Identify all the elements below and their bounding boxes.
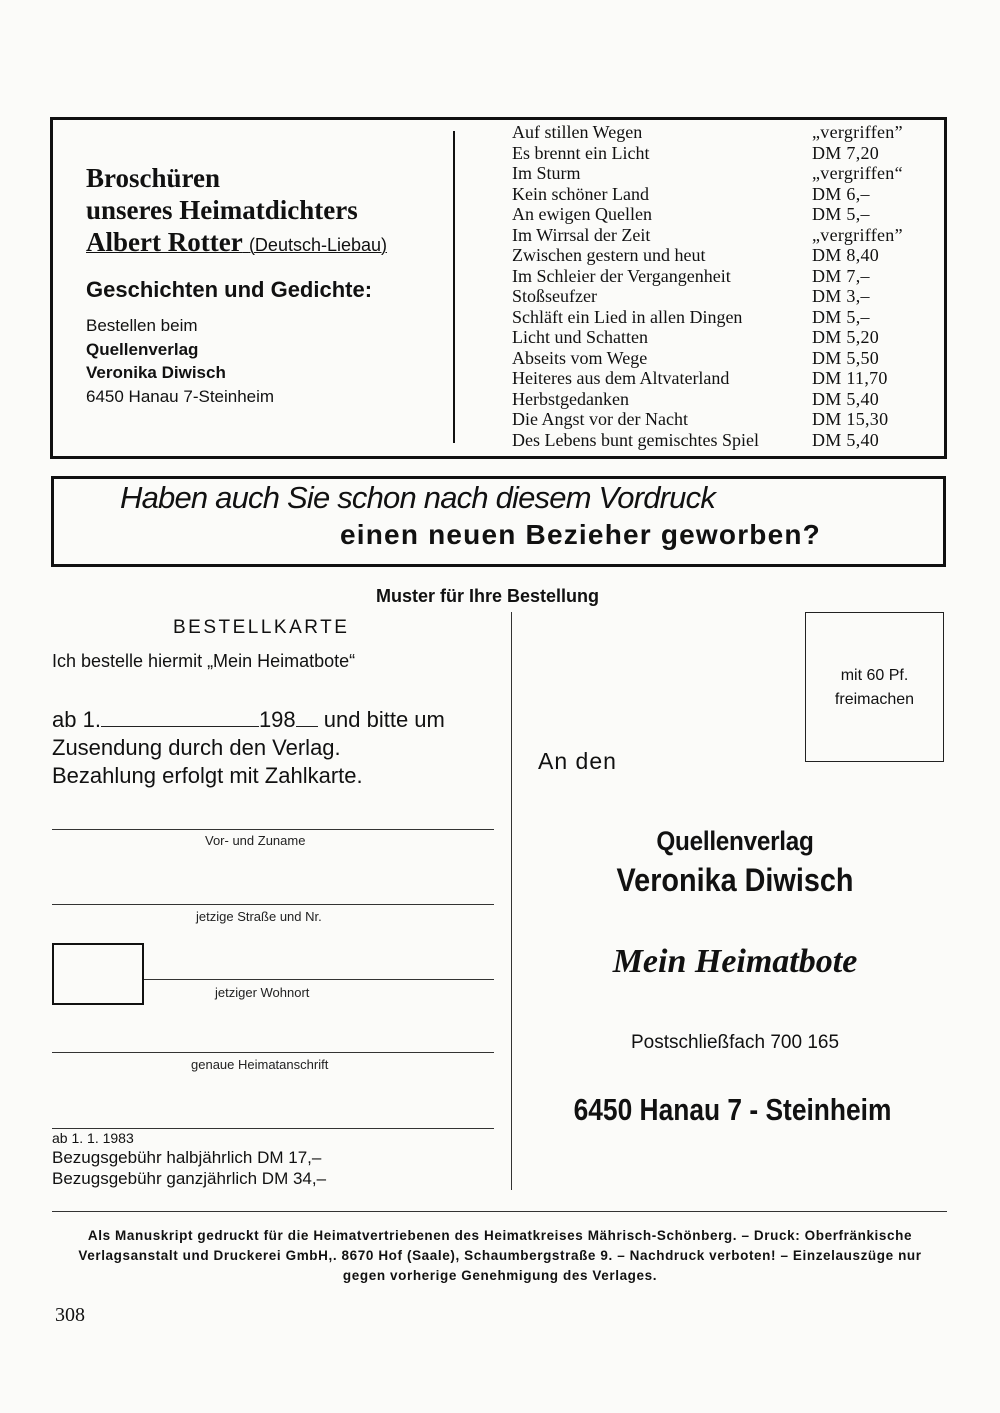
page-number: 308 bbox=[55, 1304, 85, 1326]
city-field-label: jetziger Wohnort bbox=[215, 985, 310, 1000]
book-price: DM 15,30 bbox=[812, 409, 889, 429]
book-price: „vergriffen” bbox=[812, 122, 903, 142]
book-title: Heiteres aus dem Altvaterland bbox=[512, 368, 730, 388]
brochure-subtitle: Geschichten und Gedichte: bbox=[86, 277, 373, 302]
imprint-footer: Als Manuskript gedruckt für die Heimatvertriebenen des Heimatkreises Mährisch-Schönberg. – Druck: Oberfränkische Verlagsanstalt und Druckerei GmbH,. 8670 Hof (Saale), Schaumbergstraße 9. – Nachdruck verboten! – Einzelauszüge nur gegen vorherige Genehmigung des Verlages. bbox=[78, 1228, 922, 1283]
book-title: Die Angst vor der Nacht bbox=[512, 409, 688, 429]
street-field-label: jetzige Straße und Nr. bbox=[196, 909, 322, 924]
book-price: „vergriffen” bbox=[812, 224, 903, 245]
address-po-box: Postschließfach 700 165 bbox=[630, 1032, 840, 1053]
address-publisher: Quellenverlag bbox=[656, 826, 814, 856]
order-line-3: Veronika Diwisch bbox=[86, 363, 226, 382]
book-title: Im Wirrsal der Zeit bbox=[512, 224, 651, 245]
book-title: Auf stillen Wegen bbox=[512, 122, 643, 142]
promo-line-1: Haben auch Sie schon nach diesem Vordruck bbox=[120, 480, 716, 515]
order-line-1: Bestellen beim bbox=[86, 316, 198, 335]
footer-rule bbox=[52, 1211, 947, 1212]
book-price: DM 5,20 bbox=[812, 327, 880, 347]
signature-field-line[interactable] bbox=[52, 1128, 494, 1129]
book-price: DM 7,20 bbox=[812, 142, 880, 163]
book-price: DM 5,50 bbox=[812, 347, 880, 368]
order-from-suffix: und bitte um bbox=[323, 707, 445, 732]
promo-line-2: einen neuen Bezieher geworben? bbox=[340, 519, 821, 550]
book-title: Kein schöner Land bbox=[512, 183, 649, 204]
stamp-text bbox=[805, 664, 944, 712]
order-intro: Ich bestelle hiermit „Mein Heimatbote“ bbox=[52, 651, 356, 671]
book-price: „vergriffen“ bbox=[812, 163, 903, 183]
book-price: DM 8,40 bbox=[812, 245, 880, 265]
book-price: DM 5,40 bbox=[812, 429, 880, 450]
author-name: Albert Rotter bbox=[86, 227, 243, 257]
address-magazine: Mein Heimatbote bbox=[612, 943, 858, 980]
book-title: Herbstgedanken bbox=[512, 388, 629, 409]
book-title: Im Sturm bbox=[512, 163, 581, 183]
brochure-title-line2: unseres Heimatdichters bbox=[86, 195, 358, 225]
fee-half-year: Bezugsgebühr halbjährlich DM 17,– bbox=[52, 1148, 322, 1167]
book-title: Abseits vom Wege bbox=[512, 347, 648, 368]
book-title: Des Lebens bunt gemischtes Spiel bbox=[512, 429, 759, 450]
city-field-line[interactable] bbox=[144, 979, 494, 980]
order-line-2: Quellenverlag bbox=[86, 340, 199, 359]
book-title: Licht und Schatten bbox=[512, 327, 648, 347]
address-city: 6450 Hanau 7 - Steinheim bbox=[573, 1092, 892, 1127]
book-price: DM 7,– bbox=[812, 265, 870, 286]
street-field-line[interactable] bbox=[52, 904, 494, 905]
book-price: DM 5,40 bbox=[812, 388, 880, 409]
order-line-4: 6450 Hanau 7-Steinheim bbox=[86, 387, 275, 406]
book-title: An ewigen Quellen bbox=[512, 204, 652, 224]
order-card-title: BESTELLKARTE bbox=[173, 617, 350, 638]
book-price: DM 3,– bbox=[812, 286, 870, 306]
order-year-blank[interactable] bbox=[296, 726, 318, 727]
book-price: DM 5,– bbox=[812, 204, 870, 224]
order-card-heading: Muster für Ihre Bestellung bbox=[376, 586, 600, 606]
order-line-payment: Bezahlung erfolgt mit Zahlkarte. bbox=[52, 763, 363, 788]
book-title: Stoßseufzer bbox=[512, 286, 597, 306]
book-title: Schläft ein Lied in allen Dingen bbox=[512, 306, 743, 327]
book-price: DM 11,70 bbox=[812, 368, 888, 388]
home-address-field-line[interactable] bbox=[52, 1052, 494, 1053]
order-line-delivery: Zusendung durch den Verlag. bbox=[52, 735, 341, 760]
home-address-field-label: genaue Heimatanschrift bbox=[191, 1057, 329, 1072]
order-year-prefix: 198 bbox=[258, 707, 296, 732]
stamp-line-2: freimachen bbox=[834, 691, 915, 708]
order-from-line bbox=[52, 707, 445, 733]
address-owner: Veronika Diwisch bbox=[616, 862, 854, 898]
book-title: Zwischen gestern und heut bbox=[512, 245, 706, 265]
stamp-line-1: mit 60 Pf. bbox=[840, 667, 909, 684]
brochure-box-divider bbox=[453, 131, 455, 443]
order-from-prefix: ab 1. bbox=[52, 707, 101, 732]
fee-date: ab 1. 1. 1983 bbox=[52, 1130, 134, 1146]
name-field-label: Vor- und Zuname bbox=[205, 833, 306, 848]
name-field-line[interactable] bbox=[52, 829, 494, 830]
card-fold-line bbox=[511, 612, 512, 1190]
book-price: DM 6,– bbox=[812, 183, 870, 204]
author-origin: (Deutsch-Liebau) bbox=[248, 235, 388, 255]
fee-full-year: Bezugsgebühr ganzjährlich DM 34,– bbox=[52, 1169, 327, 1188]
brochure-author-line bbox=[86, 227, 387, 261]
address-to: An den bbox=[538, 748, 617, 774]
book-price: DM 5,– bbox=[812, 306, 870, 327]
order-date-blank[interactable] bbox=[101, 726, 259, 727]
book-title: Im Schleier der Vergangenheit bbox=[512, 265, 731, 286]
postal-code-box[interactable] bbox=[52, 943, 144, 1005]
brochure-title-line1: Broschüren bbox=[86, 163, 221, 193]
book-title: Es brennt ein Licht bbox=[512, 142, 650, 163]
